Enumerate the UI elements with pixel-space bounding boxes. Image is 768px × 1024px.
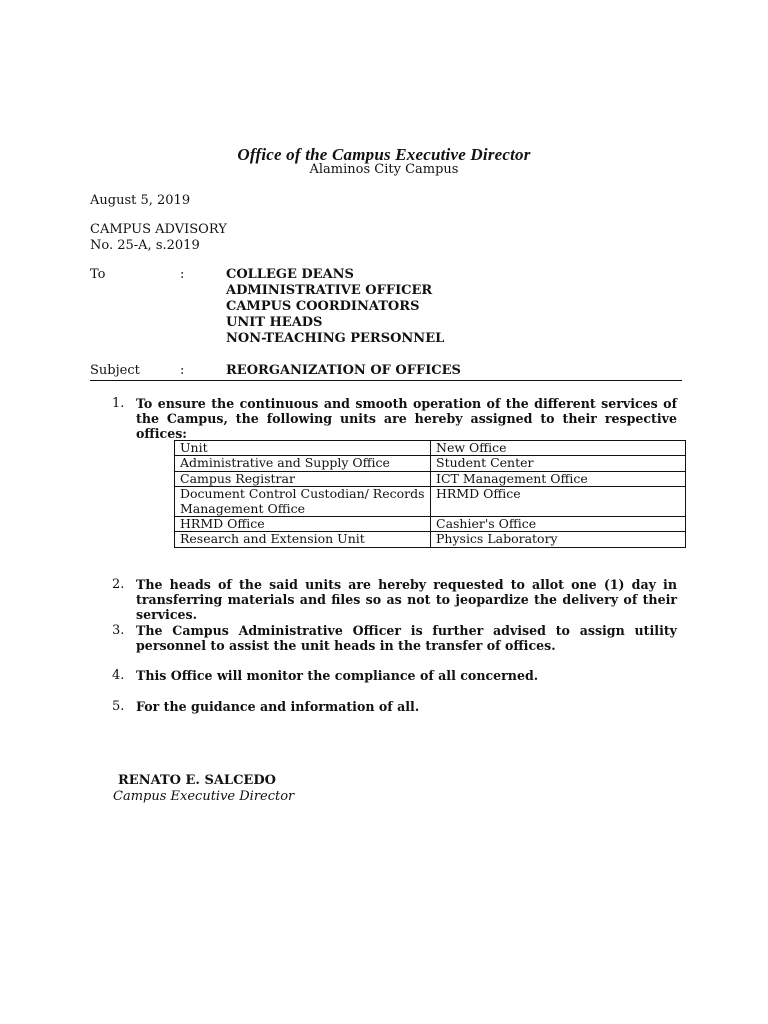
table-row [175,487,686,517]
table-row [175,471,686,486]
to-colon: : [180,267,185,282]
item-text: The heads of the said units are hereby requested to allot one (1) day in transferring materials and files so as not to jeopardize the delivery of their services. [136,577,677,622]
table-cell: Cashier's Office [431,517,686,532]
to-label: To [90,267,106,282]
advisory-title: CAMPUS ADVISORY [90,222,227,237]
item-number: 2. [112,577,125,592]
advisory-number: No. 25-A, s.2019 [90,238,200,253]
table-header-row [175,441,686,456]
recipient-item: ADMINISTRATIVE OFFICER [226,283,433,298]
table-cell: Student Center [431,456,686,471]
table-cell: HRMD Office [431,487,686,517]
table-cell: Physics Laboratory [431,532,686,547]
table-cell: HRMD Office [175,517,431,532]
signatory-name: RENATO E. SALCEDO [118,773,276,788]
recipient-list [226,267,444,347]
table-cell: Campus Registrar [175,471,431,486]
subject-colon: : [180,363,185,378]
item-text: This Office will monitor the compliance of all concerned. [136,668,539,683]
campus-name: Alaminos City Campus [309,162,459,177]
signatory-title: Campus Executive Director [113,789,295,804]
item-number: 3. [112,623,125,638]
table-cell: ICT Management Office [431,471,686,486]
table-cell: Administrative and Supply Office [175,456,431,471]
item-number: 5. [112,699,125,714]
table-cell: Document Control Custodian/ Records Management Office [175,487,431,517]
table-cell: Research and Extension Unit [175,532,431,547]
subject-value: REORGANIZATION OF OFFICES [226,363,461,378]
recipient-item: NON-TEACHING PERSONNEL [226,331,445,346]
item-text: For the guidance and information of all. [136,699,420,714]
advisory-date: August 5, 2019 [90,193,191,208]
table-header-cell: New Office [431,441,686,456]
table-row [175,532,686,547]
table-header-cell: Unit [175,441,431,456]
recipient-item: UNIT HEADS [226,315,323,330]
subject-label: Subject [90,363,140,378]
unit-assignment-table [174,440,686,548]
recipient-item: CAMPUS COORDINATORS [226,299,420,314]
table-row [175,517,686,532]
recipient-item: COLLEGE DEANS [226,267,354,282]
office-title: Office of the Campus Executive Director [237,145,531,164]
subject-divider [90,380,682,381]
table-row [175,456,686,471]
item-text: To ensure the continuous and smooth operation of the different services of the Campus, the following units are hereby assigned to their respective offices: [136,396,677,441]
item-text: The Campus Administrative Officer is further advised to assign utility personnel to assist the unit heads in the transfer of offices. [136,623,677,653]
item-number: 1. [112,396,125,411]
item-number: 4. [112,668,125,683]
